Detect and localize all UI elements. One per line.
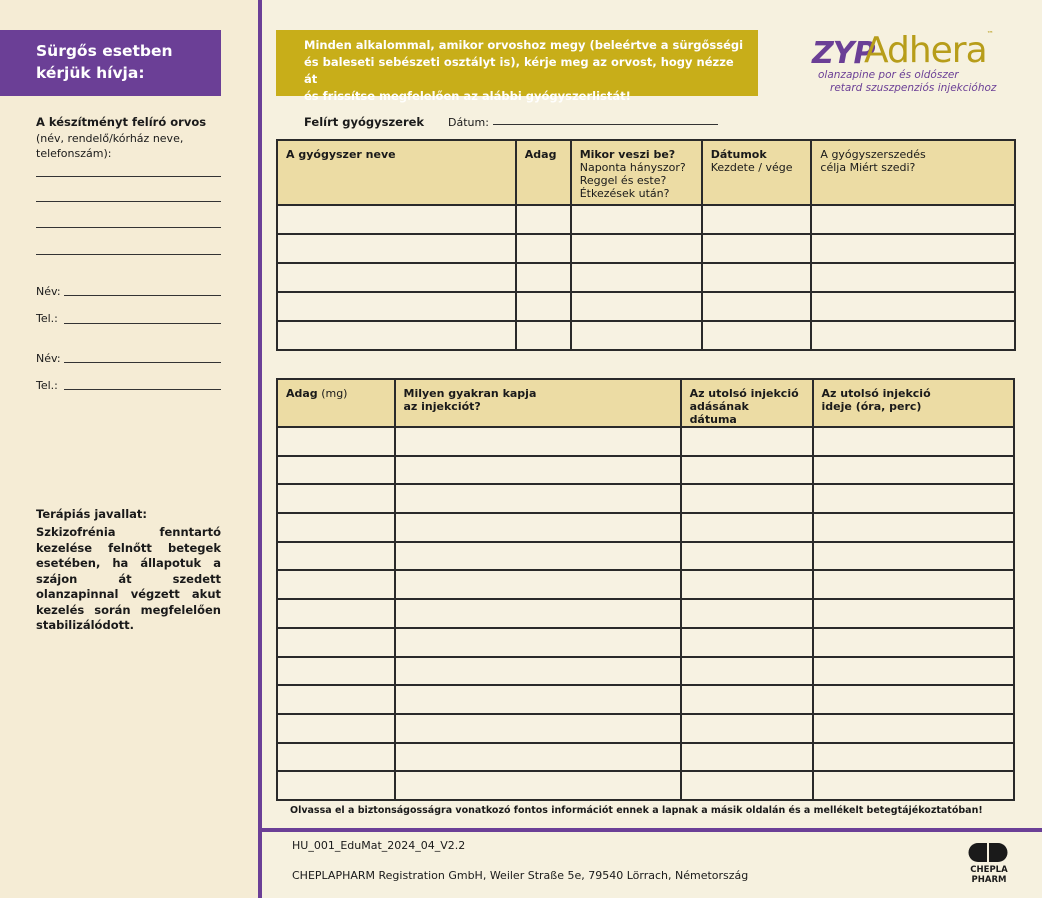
table-cell[interactable]: [813, 599, 1014, 628]
table-cell[interactable]: [813, 771, 1014, 800]
name-field-1[interactable]: [64, 295, 221, 296]
table-cell[interactable]: [681, 714, 813, 743]
table-cell[interactable]: [395, 513, 681, 542]
table-row: [277, 599, 1014, 628]
table-row: [277, 513, 1014, 542]
table-cell[interactable]: [813, 542, 1014, 571]
table-cell[interactable]: [681, 427, 813, 456]
table-row: [277, 685, 1014, 714]
safety-note: Olvassa el a biztonságosságra vonatkozó fontos információt ennek a lapnak a másik oldalán és a mellékelt betegtájékoztatóban!: [290, 805, 983, 816]
injection-table: [276, 378, 1015, 801]
tel-field-2[interactable]: [64, 389, 221, 390]
table-cell[interactable]: [277, 743, 395, 772]
table-cell[interactable]: [811, 263, 1015, 292]
table-cell[interactable]: [516, 205, 571, 234]
table-cell[interactable]: [681, 628, 813, 657]
logo-zyp: ZYP: [812, 36, 875, 71]
doctor-line-2[interactable]: [36, 201, 221, 202]
col-dates: Dátumok Kezdete / vége: [702, 140, 812, 205]
table-cell[interactable]: [681, 657, 813, 686]
notice-line-1: Minden alkalommal, amikor orvoshoz megy (beleértve a sürgősségi: [304, 38, 744, 52]
logo-tagline-2: retard szuszpenziós injekcióhoz: [830, 82, 997, 94]
zypadhera-logo: [812, 32, 1012, 102]
notice-line-3: és frissítse megfelelően az alábbi gyógyszerlistát!: [304, 89, 631, 103]
table-cell[interactable]: [681, 484, 813, 513]
table-cell[interactable]: [516, 234, 571, 263]
table-row: [277, 427, 1014, 456]
urgent-line-1: Sürgős esetben: [36, 42, 173, 60]
table-row: [277, 743, 1014, 772]
table-cell[interactable]: [277, 484, 395, 513]
table-cell[interactable]: [702, 292, 812, 321]
table-row: [277, 263, 1015, 292]
table-cell[interactable]: [811, 234, 1015, 263]
table-cell[interactable]: [395, 771, 681, 800]
table-row: [277, 628, 1014, 657]
table-cell[interactable]: [702, 263, 812, 292]
table-cell[interactable]: [277, 427, 395, 456]
cheplapharm-logo: [966, 843, 1012, 888]
table-cell[interactable]: [395, 628, 681, 657]
col-inj-last-date: Az utolsó injekció adásának dátuma: [681, 379, 813, 427]
table-cell[interactable]: [516, 321, 571, 350]
col-med-name: A gyógyszer neve: [277, 140, 516, 205]
logo-adhera-text: Adhera: [864, 30, 987, 71]
table-cell[interactable]: [395, 743, 681, 772]
doctor-line-3[interactable]: [36, 227, 221, 228]
table-cell[interactable]: [277, 771, 395, 800]
table-cell[interactable]: [277, 542, 395, 571]
table-cell[interactable]: [813, 484, 1014, 513]
table-cell[interactable]: [681, 685, 813, 714]
table-row: [277, 456, 1014, 485]
table-cell[interactable]: [702, 321, 812, 350]
table-row: [277, 321, 1015, 350]
doctor-subtitle: (név, rendelő/kórház neve, telefonszám):: [36, 132, 184, 160]
col-purpose: A gyógyszerszedés célja Miért szedi?: [811, 140, 1015, 205]
table-cell[interactable]: [681, 743, 813, 772]
table-cell[interactable]: [395, 456, 681, 485]
company-address: CHEPLAPHARM Registration GmbH, Weiler Straße 5e, 79540 Lörrach, Németország: [292, 869, 749, 882]
table-cell[interactable]: [681, 513, 813, 542]
cheplapharm-wordmark: CHEPLA PHARM: [970, 865, 1008, 885]
table-cell[interactable]: [277, 657, 395, 686]
table-cell[interactable]: [681, 456, 813, 485]
logo-tagline-1: olanzapine por és oldószer: [818, 69, 959, 81]
urgent-line-2: kérjük hívja:: [36, 64, 145, 82]
cheplapharm-mark-icon: [968, 843, 1008, 862]
table-row: [277, 570, 1014, 599]
table-row: [277, 771, 1014, 800]
table-cell[interactable]: [277, 513, 395, 542]
table-row: [277, 657, 1014, 686]
table-cell[interactable]: [811, 205, 1015, 234]
table-cell[interactable]: [813, 743, 1014, 772]
logo-tm: ™: [986, 30, 993, 38]
table-cell[interactable]: [813, 570, 1014, 599]
table-cell[interactable]: [813, 513, 1014, 542]
table-row: [277, 542, 1014, 571]
col-inj-frequency: Milyen gyakran kapja az injekciót?: [395, 379, 681, 427]
injection-table-header: [277, 379, 1014, 427]
tel-label-2: Tel.:: [36, 379, 58, 392]
table-cell[interactable]: [516, 263, 571, 292]
table-cell[interactable]: [395, 657, 681, 686]
table-cell[interactable]: [277, 205, 516, 234]
table-cell[interactable]: [571, 321, 702, 350]
date-label: Dátum:: [448, 116, 489, 129]
col-inj-dose: Adag (mg): [277, 379, 395, 427]
name-label-2: Név:: [36, 352, 61, 365]
table-cell[interactable]: [813, 628, 1014, 657]
table-cell[interactable]: [395, 714, 681, 743]
table-cell[interactable]: [813, 714, 1014, 743]
table-cell[interactable]: [571, 234, 702, 263]
table-cell[interactable]: [571, 263, 702, 292]
table-cell[interactable]: [702, 234, 812, 263]
vertical-divider: [258, 0, 262, 898]
col-inj-last-time: Az utolsó injekció ideje (óra, perc): [813, 379, 1014, 427]
table-row: [277, 234, 1015, 263]
table-cell[interactable]: [813, 456, 1014, 485]
doctor-line-4[interactable]: [36, 254, 221, 255]
table-cell[interactable]: [571, 292, 702, 321]
table-row: [277, 292, 1015, 321]
tel-field-1[interactable]: [64, 323, 221, 324]
table-cell[interactable]: [277, 570, 395, 599]
table-row: [277, 205, 1015, 234]
table-cell[interactable]: [681, 542, 813, 571]
table-cell[interactable]: [277, 292, 516, 321]
table-row: [277, 714, 1014, 743]
table-cell[interactable]: [277, 628, 395, 657]
table-cell[interactable]: [395, 427, 681, 456]
therapy-title: Terápiás javallat:: [36, 507, 148, 521]
table-row: [277, 484, 1014, 513]
table-cell[interactable]: [571, 205, 702, 234]
table-cell[interactable]: [681, 599, 813, 628]
notice-box: [276, 30, 758, 103]
table-cell[interactable]: [395, 570, 681, 599]
col-when: Mikor veszi be? Naponta hányszor? Reggel és este? Étkezések után?: [571, 140, 702, 205]
table-cell[interactable]: [681, 570, 813, 599]
table-cell[interactable]: [277, 599, 395, 628]
medication-table-header: [277, 140, 1015, 205]
table-cell[interactable]: [395, 599, 681, 628]
table-cell[interactable]: [516, 292, 571, 321]
footer-divider: [262, 828, 1042, 832]
name-field-2[interactable]: [64, 362, 221, 363]
table-cell[interactable]: [813, 427, 1014, 456]
urgent-banner: [0, 30, 221, 96]
table-cell[interactable]: [277, 456, 395, 485]
table-cell[interactable]: [277, 321, 516, 350]
therapy-text: Szkizofrénia fenntartó kezelése felnőtt betegek esetében, ha állapotuk a szájon át szedett olanzapinnal végzett akut kezelés során megfelelően stabilizálódott.: [36, 525, 221, 632]
table-cell[interactable]: [811, 292, 1015, 321]
table-cell[interactable]: [395, 542, 681, 571]
table-cell[interactable]: [277, 714, 395, 743]
table-cell[interactable]: [395, 685, 681, 714]
table-cell[interactable]: [681, 771, 813, 800]
doctor-line-1[interactable]: [36, 176, 221, 177]
medication-table: [276, 139, 1016, 351]
col-dose: Adag: [516, 140, 571, 205]
date-field[interactable]: [493, 124, 718, 125]
table-cell[interactable]: [702, 205, 812, 234]
prescribed-label: Felírt gyógyszerek: [304, 115, 425, 129]
table-cell[interactable]: [277, 263, 516, 292]
doctor-title: A készítményt felíró orvos: [36, 115, 207, 129]
tel-label-1: Tel.:: [36, 312, 58, 325]
name-label-1: Név:: [36, 285, 61, 298]
notice-line-2: és baleseti sebészeti osztályt is), kérje meg az orvost, hogy nézze át: [304, 55, 734, 86]
table-cell[interactable]: [811, 321, 1015, 350]
table-cell[interactable]: [395, 484, 681, 513]
table-cell[interactable]: [813, 685, 1014, 714]
table-cell[interactable]: [813, 657, 1014, 686]
table-cell[interactable]: [277, 234, 516, 263]
table-cell[interactable]: [277, 685, 395, 714]
document-code: HU_001_EduMat_2024_04_V2.2: [292, 839, 466, 852]
logo-adhera: [864, 30, 993, 71]
